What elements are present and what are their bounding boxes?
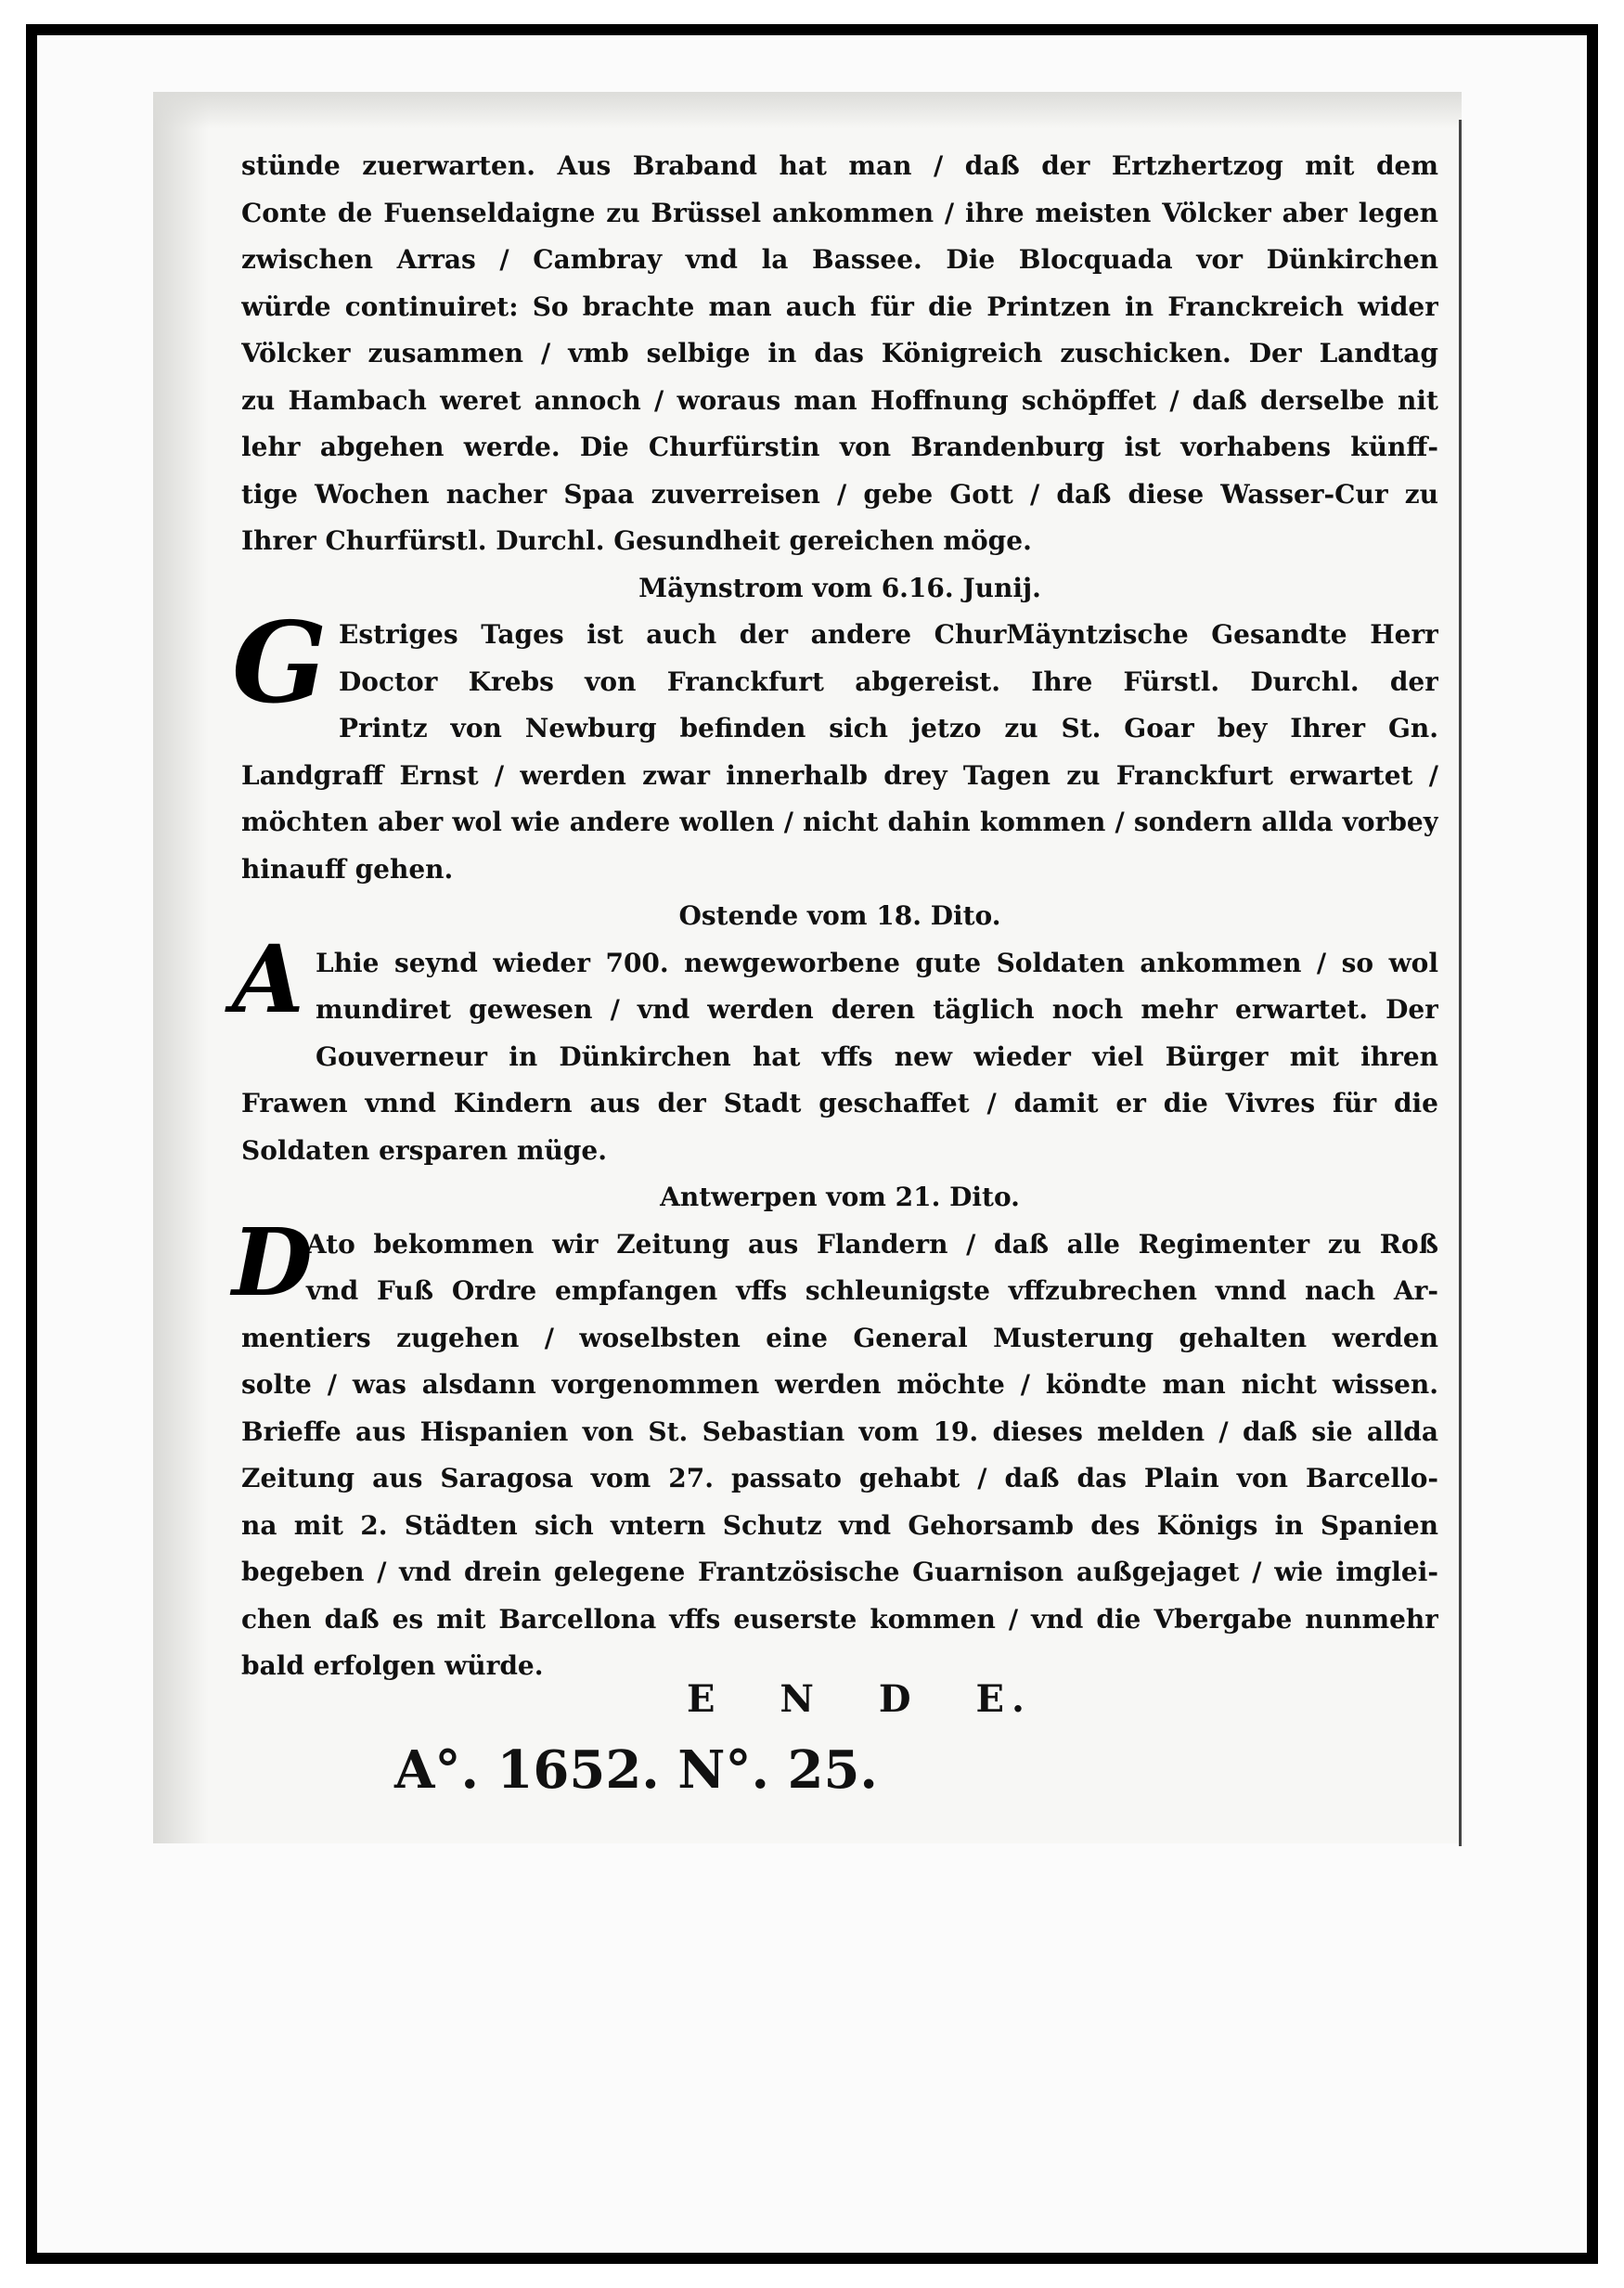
text-line: solte / was alsdann vorgenommen werden möchte / köndte man nicht wissen.: [241, 1369, 1438, 1400]
text-line: zwischen Arras / Cambray vnd la Bassee. Die Blocquada vor Dünkirchen: [241, 244, 1438, 275]
text-line: Völcker zusammen / vmb selbige in das Königreich zuschicken. Der Landtag: [241, 338, 1438, 368]
text-line: mentiers zugehen / woselbsten eine General Musterung gehalten werden: [241, 1322, 1438, 1353]
page-shadow-left: [153, 92, 209, 1843]
paragraph-maynstrom: [232, 598, 1438, 893]
text-line: na mit 2. Städten sich vntern Schutz vnd Gehorsamb des Königs in Spanien: [241, 1509, 1438, 1541]
decorated-initial: A: [232, 924, 304, 1034]
decorated-initial: G: [232, 598, 328, 729]
text-line: Ihrer Churfürstl. Durchl. Gesundheit gereichen möge.: [241, 525, 1032, 556]
text-line: Brieffe aus Hispanien von St. Sebastian vom 19. dieses melden / daß sie allda: [241, 1415, 1438, 1447]
scanned-page: [153, 92, 1462, 1843]
section-heading-ostende: Ostende vom 18. Dito.: [678, 900, 1001, 931]
text-line: Ato bekommen wir Zeitung aus Flandern / daß alle Regimenter zu Roß: [306, 1228, 1438, 1260]
paragraph-ostende: [232, 924, 1438, 1175]
text-line: Soldaten ersparen müge.: [241, 1134, 607, 1166]
decorated-initial: D: [232, 1207, 313, 1317]
text-line: Frawen vnnd Kindern aus der Stadt geschaffet / damit er die Vivres für die: [241, 1088, 1438, 1118]
text-line: mundiret gewesen / vnd werden deren täglich noch mehr erwartet. Der: [316, 994, 1438, 1025]
text-line: chen daß es mit Barcellona vffs euserste kommen / vnd die Vbergabe nunmehr: [241, 1603, 1438, 1635]
text-line: stünde zuerwarten. Aus Braband hat man / daß der Ertzhertzog mit dem: [241, 150, 1438, 181]
text-line: Lhie seynd wieder 700. newgeworbene gute Soldaten ankommen / so wol: [316, 947, 1438, 978]
text-line: lehr abgehen werde. Die Churfürstin von Brandenburg ist vorhabens künff-: [241, 432, 1438, 462]
paragraph-antwerpen: [232, 1207, 1438, 1690]
text-line: Conte de Fuenseldaigne zu Brüssel ankommen / ihre meisten Völcker aber legen: [241, 197, 1438, 228]
text-line: begeben / vnd drein gelegene Frantzösische Guarnison außgejaget / wie imglei-: [241, 1557, 1438, 1587]
issue-number-handwritten: A°. 1652. N°. 25.: [394, 1739, 878, 1801]
text-line: Gouverneur in Dünkirchen hat vffs new wieder viel Bürger mit ihren: [316, 1041, 1438, 1072]
section-heading-maynstrom: Mäynstrom vom 6.16. Junij.: [638, 572, 1041, 603]
text-line: vnd Fuß Ordre empfangen vffs schleunigste vffzubrechen vnnd nach Ar-: [306, 1275, 1438, 1306]
section-heading-antwerpen: Antwerpen vom 21. Dito.: [660, 1182, 1020, 1212]
closing-ende: E N D E.: [687, 1677, 1032, 1721]
text-line: Zeitung aus Saragosa vom 27. passato gehabt / daß das Plain von Barcello-: [241, 1463, 1438, 1493]
text-line: Printz von Newburg befinden sich jetzo zu St. Goar bey Ihrer Gn.: [339, 713, 1438, 743]
text-line: bald erfolgen würde.: [241, 1650, 544, 1681]
text-line: möchten aber wol wie andere wollen / nicht dahin kommen / sondern allda vorbey: [241, 807, 1438, 837]
text-block: [232, 143, 1438, 1690]
paragraph-brabant: [241, 143, 1438, 565]
text-line: tige Wochen nacher Spaa zuverreisen / gebe Gott / daß diese Wasser-Cur zu: [241, 478, 1438, 510]
page-edge-right: [1459, 120, 1462, 1846]
text-line: Estriges Tages ist auch der andere ChurMäyntzische Gesandte Herr: [339, 619, 1438, 650]
text-line: hinauff gehen.: [241, 853, 454, 885]
text-line: würde continuiret: So brachte man auch für die Printzen in Franckreich wider: [241, 291, 1438, 322]
text-line: Doctor Krebs von Franckfurt abgereist. Ihre Fürstl. Durchl. der: [339, 666, 1438, 697]
page-shadow-top: [153, 92, 1462, 129]
text-line: Landgraff Ernst / werden zwar innerhalb drey Tagen zu Franckfurt erwartet /: [241, 759, 1438, 791]
text-line: zu Hambach weret annoch / woraus man Hoffnung schöpffet / daß derselbe nit: [241, 384, 1438, 416]
